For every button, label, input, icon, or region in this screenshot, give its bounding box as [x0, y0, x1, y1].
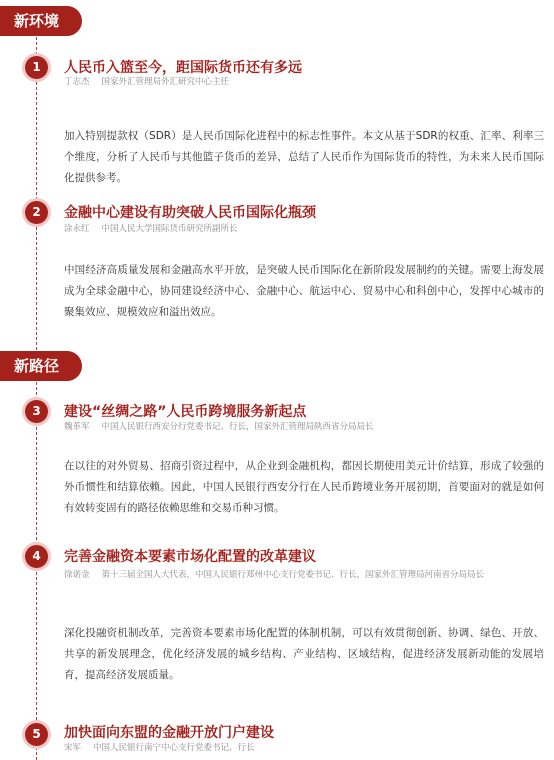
article-summary: 加入特别提款权（SDR）是人民币国际化进程中的标志性事件。本文从基于SDR的权重、汇率、利率三个维度，分析了人民币与其他篮子货币的差异，总结了人民币作为国际货币的特性，为未来人民币国际化提供参考。: [64, 130, 544, 184]
article-summary: 中国经济高质量发展和金融高水平开放，是突破人民币国际化在新阶段发展制约的关键。需要上海发展成为全球金融中心，协同建设经济中心、金融中心、航运中心、贸易中心和科创中心，发挥中心城市的聚集效应、规模效应和溢出效应。: [64, 264, 544, 318]
article-summary: 在以往的对外贸易、招商引资过程中，从企业到金融机构，都因长期使用美元计价结算，形成了较强的外币惯性和结算依赖。因此，中国人民银行西安分行在人民币跨境业务开展初期，首要面对的就是如何有效转变固有的路径依赖思维和交易币种习惯。: [64, 460, 544, 514]
section-tab-new-path: 新路径: [0, 351, 82, 381]
author-affiliation: 国家外汇管理局外汇研究中心主任: [101, 77, 230, 87]
article-author-line: [64, 220, 534, 238]
article-title[interactable]: 加快面向东盟的金融开放门户建设: [64, 725, 274, 741]
author-affiliation: 第十三届全国人大代表，中国人民银行郑州中心支行党委书记、行长，国家外汇管理局河南省分局局长: [101, 570, 485, 580]
article-title[interactable]: 金融中心建设有助突破人民币国际化瓶颈: [64, 205, 316, 221]
article-title[interactable]: 人民币入篮至今，距国际货币还有多远: [64, 60, 302, 76]
article-number-badge: 3: [25, 400, 48, 423]
author-name: 涂永红: [64, 224, 90, 234]
article-number-badge: 5: [25, 723, 48, 746]
article-number-badge: 4: [25, 545, 48, 568]
article-author-line: [64, 73, 534, 91]
author-name: 徐诺金: [64, 570, 90, 580]
article-author-line: [64, 739, 534, 757]
author-affiliation: 中国人民银行西安分行党委书记、行长，国家外汇管理局陕西省分局局长: [101, 422, 374, 432]
timeline-line: [36, 22, 37, 760]
article-number-badge: 1: [25, 56, 48, 79]
author-name: 魏革军: [64, 422, 90, 432]
section-tab-new-environment: 新环境: [0, 6, 82, 36]
author-affiliation: 中国人民银行南宁中心支行党委书记、行长: [93, 743, 255, 753]
article-number-badge: 2: [25, 201, 48, 224]
author-affiliation: 中国人民大学国际货币研究所副所长: [101, 224, 238, 234]
article-summary: 深化投融资机制改革，完善资本要素市场化配置的体制机制，可以有效贯彻创新、协调、绿色、开放、共享的新发展理念，优化经济发展的城乡结构、产业结构、区域结构，促进经济发展新动能的发展培育，提高经济发展质量。: [64, 627, 544, 681]
article-title[interactable]: 完善金融资本要素市场化配置的改革建议: [64, 549, 316, 565]
article-title[interactable]: 建设“丝绸之路”人民币跨境服务新起点: [64, 404, 307, 420]
article-author-line: [64, 418, 534, 436]
article-author-line: [64, 566, 534, 584]
author-name: 丁志杰: [64, 77, 90, 87]
author-name: 宋军: [64, 743, 82, 753]
